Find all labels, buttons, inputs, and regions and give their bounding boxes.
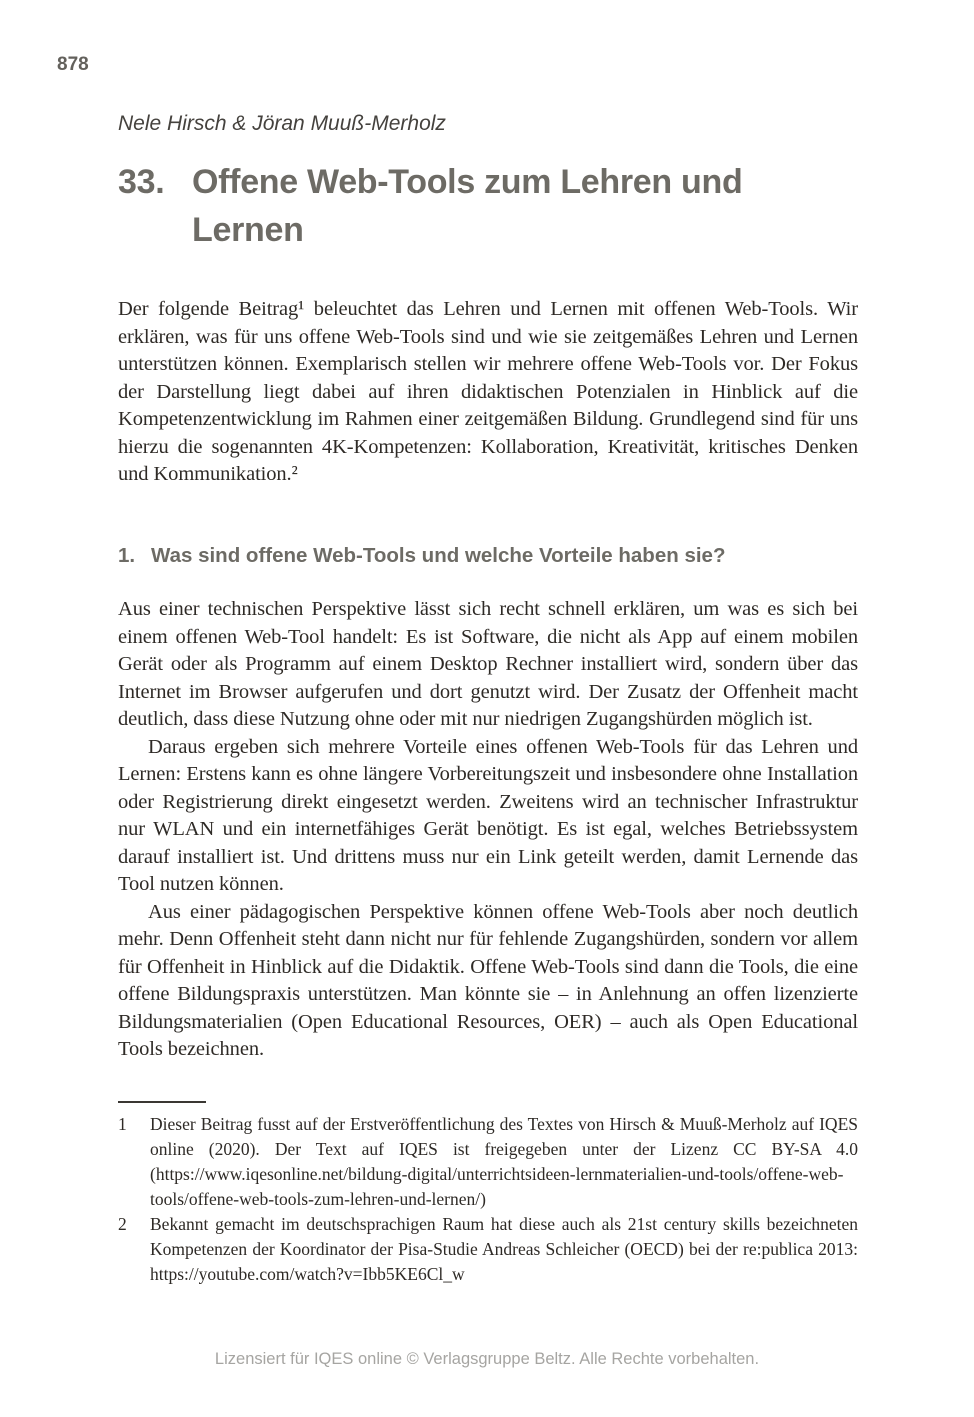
section-body [118,596,858,1064]
author-line: Nele Hirsch & Jöran Muuß-Merholz [118,112,446,135]
body-paragraph: Daraus ergeben sich mehrere Vorteile eines offenen Web-Tools für das Lehren und Lernen: Erstens kann es ohne längere Vorbereitungszeit und insbesondere ohne Installation oder Registrierung direkt eingesetzt werden. Zweitens wird an technischer Infrastruktur nur WLAN und ein internetfähiges Gerät benötigt. Es ist egal, welches Betriebssystem darauf installiert ist. Und drittens muss nur ein Link geteilt werden, damit Lernende das Tool nutzen können. [118,735,858,895]
footnote-text: Dieser Beitrag fusst auf der Erstveröffentlichung des Textes von Hirsch & Muuß-Merholz auf IQES online (2020). Der Text auf IQES ist freigegeben unter der Lizenz CC BY-SA 4.0 (https://www.iqesonline.net/bildung-digital/unterrichtsideen-lernmaterialien-und-tools/offene-web-tools/offene-web-tools-zum-lehren-und-lernen/) [150,1114,858,1209]
footnote [118,1212,858,1287]
chapter-title: Offene Web-Tools zum Lehren und Lernen [192,163,743,249]
chapter-number: 33. [118,163,165,201]
page-number: 878 [57,54,89,75]
footnote [118,1112,858,1212]
chapter-heading [118,158,812,254]
footnotes [118,1112,858,1287]
footnote-divider [118,1101,206,1103]
body-paragraph: Aus einer technischen Perspektive lässt sich recht schnell erklären, um was es sich bei einem offenen Web-Tool handelt: Es ist Software, die nicht als App auf einem mobilen Gerät oder als Programm auf einem Desktop Rechner installiert wird, sondern über das Internet im Browser aufgerufen und dort genutzt wird. Der Zusatz der Offenheit macht deutlich, dass diese Nutzung ohne oder mit nur niedrigen Zugangshürden möglich ist. [118,598,858,730]
intro-paragraph: Der folgende Beitrag¹ beleuchtet das Lehren und Lernen mit offenen Web-Tools. Wir erklären, was für uns offene Web-Tools sind und wie sie zeitgemäßes Lehren und Lernen unterstützen können. Exemplarisch stellen wir mehrere offene Web-Tools vor. Der Fokus der Darstellung liegt dabei auf ihren didaktischen Potenzialen in Hinblick auf die Kompetenzentwicklung im Rahmen einer zeitgemäßen Bildung. Grundlegend sind für uns hierzu die sogenannten 4K-Kompetenzen: Kollaboration, Kreativität, kritisches Denken und Kommunikation.² [118,298,858,485]
section-heading [118,543,725,569]
section-title: Was sind offene Web-Tools und welche Vorteile haben sie? [151,544,726,567]
footnote-text: Bekannt gemacht im deutschsprachigen Raum hat diese auch als 21st century skills bezeichneten Kompetenzen der Koordinator der Pisa-Studie Andreas Schleicher (OECD) bei der re:publica 2013: https://youtube.com/watch?v=Ibb5KE6Cl_w [150,1214,858,1284]
footnote-marker: 2 [118,1214,127,1234]
license-footer: Lizensiert für IQES online © Verlagsgruppe Beltz. Alle Rechte vorbehalten. [214,1350,760,1368]
body-paragraph: Aus einer pädagogischen Perspektive können offene Web-Tools aber noch deutlich mehr. Denn Offenheit steht dann nicht nur für fehlende Zugangshürden, sondern vor allem für Offenheit in Hinblick auf die Didaktik. Offene Web-Tools sind dann die Tools, die eine offene Bildungspraxis unterstützen. Man könnte sie – in Anlehnung an offen lizenzierte Bildungsmaterialien (Open Educational Resources, OER) – auch als Open Educational Tools bezeichnen. [118,900,858,1060]
section-number: 1. [118,544,136,567]
footnote-marker: 1 [118,1114,127,1134]
